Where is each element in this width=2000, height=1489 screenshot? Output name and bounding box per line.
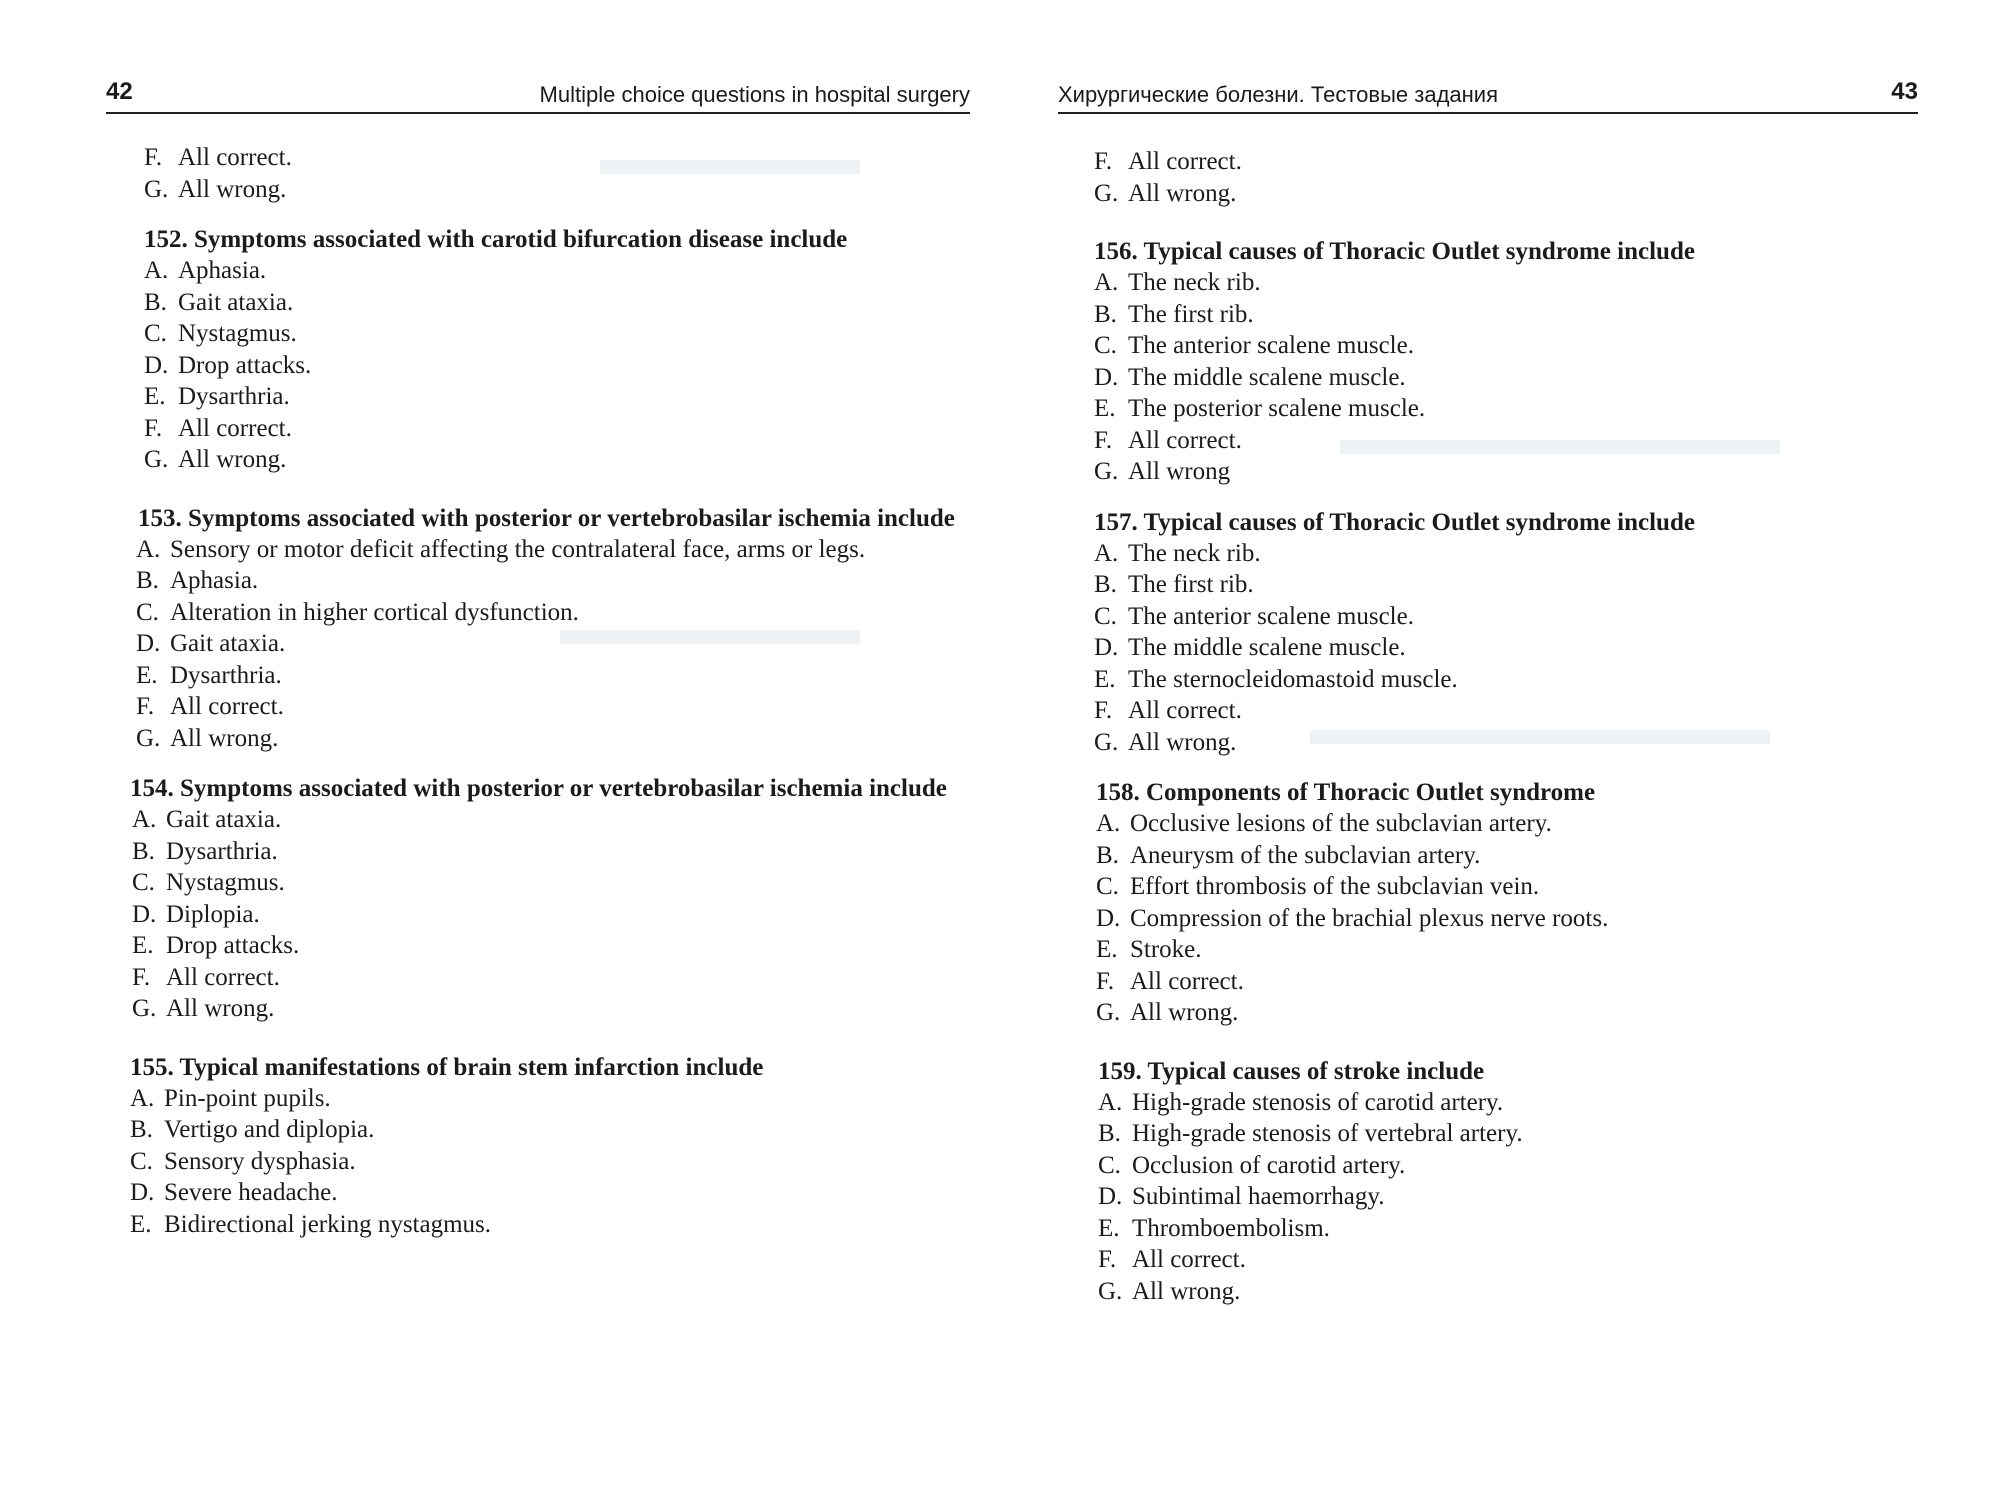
option: G. All wrong. xyxy=(1094,728,1237,756)
question-title: 159. Typical causes of stroke include xyxy=(1098,1057,1485,1085)
spacer xyxy=(1090,209,1970,237)
option: D. The middle scalene muscle. xyxy=(1094,634,1406,661)
option: F. All correct. xyxy=(132,963,280,991)
question-156 xyxy=(1090,237,1970,488)
option: E. The posterior scalene muscle. xyxy=(1094,395,1426,422)
question-title: 158. Components of Thoracic Outlet syndrome xyxy=(1096,779,1596,806)
option: B. Vertigo and diplopia. xyxy=(130,1116,375,1143)
option: B. Dysarthria. xyxy=(132,837,278,865)
option: F. All correct. xyxy=(144,414,292,442)
option: E. Thromboembolism. xyxy=(1098,1214,1330,1242)
spacer xyxy=(100,476,980,504)
option: B. The first rib. xyxy=(1094,571,1254,598)
question-153 xyxy=(100,504,980,755)
page-number: 43 xyxy=(1891,78,1918,105)
question-157 xyxy=(1090,508,1970,759)
running-title: Multiple choice questions in hospital surgery xyxy=(539,82,970,107)
option: D. Compression of the brachial plexus nerve roots. xyxy=(1096,904,1609,932)
page-header xyxy=(1058,74,1918,118)
option: F. All correct. xyxy=(136,693,284,720)
option: A. Aphasia. xyxy=(144,257,267,284)
question-title: 152. Symptoms associated with carotid bifurcation disease include xyxy=(144,226,848,253)
question-title: 154. Symptoms associated with posterior or vertebrobasilar ischemia include xyxy=(130,775,947,802)
option: G. All wrong. xyxy=(136,724,279,752)
right-page xyxy=(1000,0,2000,1489)
header-rule xyxy=(106,112,970,114)
continued-options xyxy=(1090,146,1970,209)
option: C. Nystagmus. xyxy=(144,320,297,347)
option: C. The anterior scalene muscle. xyxy=(1094,602,1414,630)
option: F. All correct. xyxy=(144,144,292,171)
question-title: 153. Symptoms associated with posterior or vertebrobasilar ischemia include xyxy=(138,504,955,532)
option: D. Severe headache. xyxy=(130,1179,338,1206)
option: D. Diplopia. xyxy=(132,900,260,928)
option: B. Gait ataxia. xyxy=(144,288,294,316)
option: F. All correct. xyxy=(1094,426,1242,454)
question-155 xyxy=(100,1053,980,1241)
option: E. Drop attacks. xyxy=(132,932,300,959)
option: G. All wrong. xyxy=(132,995,275,1022)
option: C. Alteration in higher cortical dysfunction. xyxy=(136,598,579,626)
page-number: 42 xyxy=(106,78,133,105)
option: G. All wrong. xyxy=(144,446,287,473)
option: A. The neck rib. xyxy=(1094,269,1261,296)
option: G. All wrong xyxy=(1094,458,1231,485)
option: A. Gait ataxia. xyxy=(132,806,282,833)
right-column xyxy=(1090,146,1970,1307)
spacer xyxy=(1090,488,1970,508)
option: F. All correct. xyxy=(1094,148,1242,175)
option: C. The anterior scalene muscle. xyxy=(1094,332,1414,359)
question-158 xyxy=(1090,778,1970,1029)
spacer xyxy=(1090,1029,1970,1057)
question-title: 155. Typical manifestations of brain stem infarction include xyxy=(130,1053,764,1081)
question-154 xyxy=(100,774,980,1025)
option: G. All wrong. xyxy=(1098,1277,1241,1305)
question-title: 157. Typical causes of Thoracic Outlet syndrome include xyxy=(1094,508,1695,536)
spacer xyxy=(100,205,980,225)
spacer xyxy=(100,1025,980,1053)
option: A. The neck rib. xyxy=(1094,539,1261,567)
continued-options xyxy=(100,142,980,205)
option: G. All wrong. xyxy=(144,175,287,203)
option: E. The sternocleidomastoid muscle. xyxy=(1094,665,1458,693)
question-title: 156. Typical causes of Thoracic Outlet syndrome include xyxy=(1094,238,1695,265)
option: D. Subintimal haemorrhagy. xyxy=(1098,1183,1385,1210)
spacer xyxy=(1090,758,1970,778)
option: D. Drop attacks. xyxy=(144,351,312,379)
running-title: Хирургические болезни. Тестовые задания xyxy=(1058,82,1498,107)
option: C. Nystagmus. xyxy=(132,869,285,896)
page-header xyxy=(106,74,970,118)
option: D. The middle scalene muscle. xyxy=(1094,363,1406,391)
option: A. High-grade stenosis of carotid artery. xyxy=(1098,1088,1504,1116)
header-rule xyxy=(1058,112,1918,114)
option: G. All wrong. xyxy=(1094,179,1237,207)
spacer xyxy=(100,754,980,774)
option: B. The first rib. xyxy=(1094,300,1254,328)
option: B. High-grade stenosis of vertebral artery. xyxy=(1098,1120,1523,1147)
option: C. Occlusion of carotid artery. xyxy=(1098,1151,1406,1179)
question-159 xyxy=(1090,1057,1970,1308)
option: F. All correct. xyxy=(1096,967,1244,995)
option: C. Effort thrombosis of the subclavian vein. xyxy=(1096,873,1540,900)
option: A. Sensory or motor deficit affecting the contralateral face, arms or legs. xyxy=(136,535,866,563)
option: E. Dysarthria. xyxy=(144,383,290,410)
option: B. Aphasia. xyxy=(136,567,259,594)
option: A. Occlusive lesions of the subclavian artery. xyxy=(1096,810,1552,837)
option: G. All wrong. xyxy=(1096,999,1239,1026)
option: A. Pin-point pupils. xyxy=(130,1084,331,1112)
question-152 xyxy=(100,225,980,476)
option: C. Sensory dysphasia. xyxy=(130,1147,356,1175)
option: B. Aneurysm of the subclavian artery. xyxy=(1096,841,1481,869)
option: F. All correct. xyxy=(1094,697,1242,724)
option: F. All correct. xyxy=(1098,1246,1246,1273)
left-column xyxy=(100,142,980,1240)
option: E. Stroke. xyxy=(1096,936,1202,963)
option: E. Bidirectional jerking nystagmus. xyxy=(130,1210,492,1238)
option: D. Gait ataxia. xyxy=(136,630,286,657)
option: E. Dysarthria. xyxy=(136,661,282,689)
